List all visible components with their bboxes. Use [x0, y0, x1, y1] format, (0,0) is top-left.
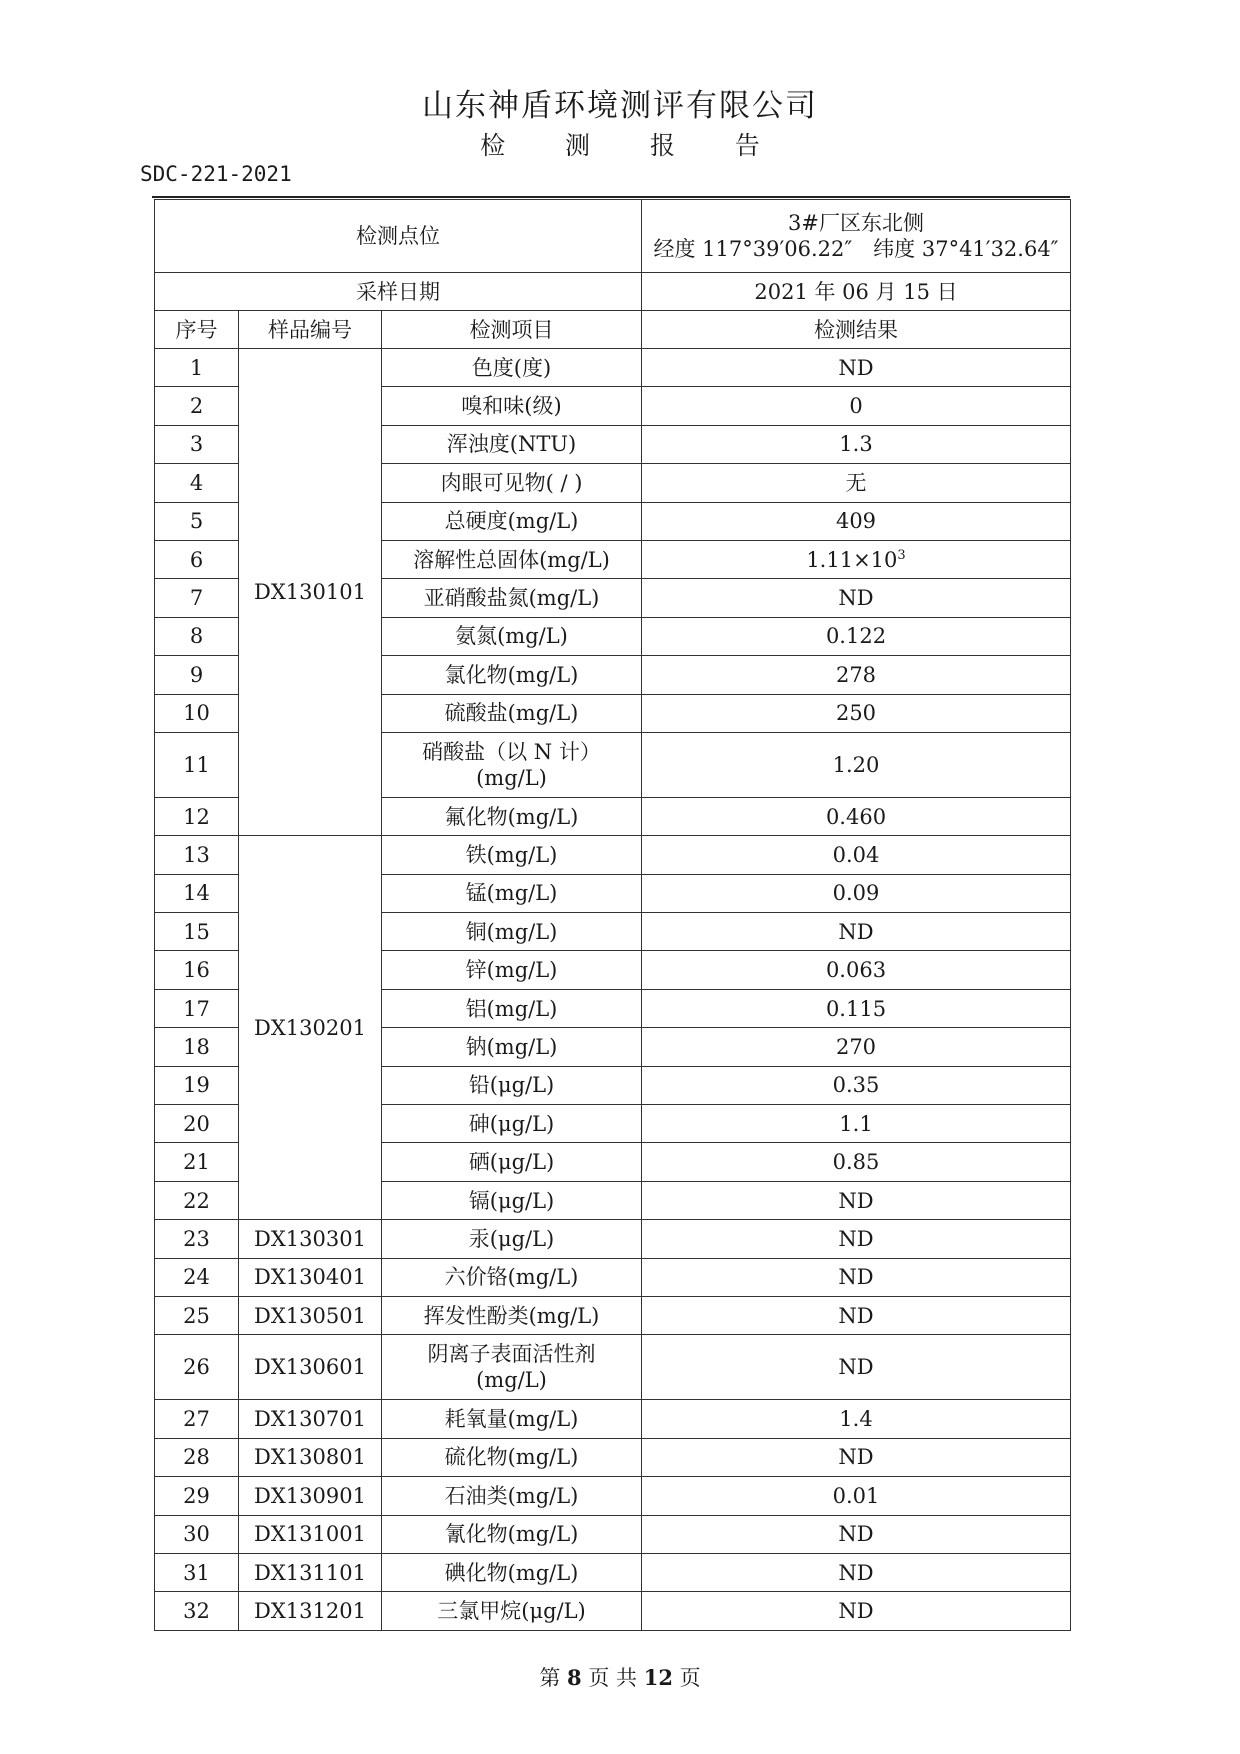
test-item-name: 挥发性酚类(mg/L) [423, 1303, 600, 1328]
row-number: 21 [155, 1143, 239, 1181]
test-item [382, 1143, 642, 1181]
table-row [155, 1553, 1071, 1591]
test-item-name: 钠(mg/L) [465, 1034, 558, 1059]
test-result [642, 540, 1071, 578]
test-result-value: 1.1 [839, 1111, 873, 1136]
test-item [382, 1477, 642, 1515]
location-name: 3#厂区东北侧 [788, 211, 924, 235]
row-number: 6 [155, 540, 239, 578]
test-item-name: 六价铬(mg/L) [444, 1265, 579, 1290]
test-result-value: ND [838, 1265, 874, 1290]
test-result [642, 1258, 1071, 1296]
test-item [382, 1258, 642, 1296]
test-result-value: 270 [835, 1034, 877, 1059]
test-item-name: 阴离子表面活性剂 [427, 1342, 596, 1367]
test-item-name: 硫化物(mg/L) [444, 1445, 579, 1470]
test-item-name: 氟化物(mg/L) [444, 804, 579, 829]
test-result-value: 0.35 [832, 1073, 880, 1098]
test-item-name: 氨氮(mg/L) [455, 624, 568, 649]
row-number: 27 [155, 1400, 239, 1438]
test-result-value: ND [838, 1445, 874, 1470]
document-number: SDC-221-2021 [140, 162, 292, 186]
row-number: 3 [155, 425, 239, 463]
test-item [382, 951, 642, 989]
footer-page-number: 8 [567, 1665, 582, 1690]
row-number: 4 [155, 464, 239, 502]
row-number: 29 [155, 1477, 239, 1515]
test-result-value: 0.115 [825, 996, 887, 1021]
table-row [155, 1438, 1071, 1476]
test-item [382, 1181, 642, 1219]
sample-number: DX130301 [239, 1220, 382, 1258]
test-item [382, 1438, 642, 1476]
test-result-value: 1.11×10 [806, 547, 898, 572]
test-item [382, 694, 642, 732]
row-number: 1 [155, 349, 239, 387]
test-result-value: 1.4 [839, 1407, 873, 1432]
sample-number: DX130101 [239, 349, 382, 836]
row-number: 18 [155, 1028, 239, 1066]
footer-prefix: 第 [539, 1666, 561, 1690]
row-number: 24 [155, 1258, 239, 1296]
row-number: 15 [155, 913, 239, 951]
test-result-exponent: 3 [897, 547, 906, 563]
test-result-value: ND [838, 919, 874, 944]
test-result [642, 874, 1071, 912]
test-result-value: 0.09 [832, 881, 880, 906]
table-row [155, 1400, 1071, 1438]
test-item [382, 1553, 642, 1591]
test-item [382, 836, 642, 874]
test-item [382, 1066, 642, 1104]
test-item-name: 汞(μg/L) [468, 1226, 555, 1251]
test-item [382, 387, 642, 425]
test-item-name: 色度(度) [471, 355, 552, 380]
sample-number: DX130701 [239, 1400, 382, 1438]
test-result [642, 617, 1071, 655]
row-number: 8 [155, 617, 239, 655]
test-result-value: 0.85 [832, 1150, 880, 1175]
row-number: 32 [155, 1592, 239, 1630]
test-item [382, 797, 642, 835]
location-label: 检测点位 [155, 200, 642, 273]
test-result-value: 无 [845, 470, 867, 495]
test-result [642, 1028, 1071, 1066]
sample-number: DX130901 [239, 1477, 382, 1515]
test-item-unit: (mg/L) [476, 765, 547, 790]
table-row [155, 1515, 1071, 1553]
date-row [155, 273, 1071, 311]
test-result [642, 913, 1071, 951]
footer-suffix: 页 [679, 1666, 701, 1690]
row-number: 23 [155, 1220, 239, 1258]
test-result [642, 1400, 1071, 1438]
test-result-value: ND [838, 1560, 874, 1585]
sample-number: DX131101 [239, 1553, 382, 1591]
test-result [642, 1592, 1071, 1630]
test-result-value: ND [838, 1355, 874, 1380]
test-result [642, 836, 1071, 874]
test-item-name: 砷(μg/L) [468, 1111, 555, 1136]
test-result [642, 1296, 1071, 1334]
page-footer [0, 1662, 1240, 1692]
date-label: 采样日期 [155, 273, 642, 311]
test-item [382, 1028, 642, 1066]
test-result [642, 1477, 1071, 1515]
table-row [155, 836, 1071, 874]
row-number: 2 [155, 387, 239, 425]
sample-number: DX130601 [239, 1335, 382, 1400]
footer-total-pages: 12 [643, 1665, 673, 1690]
test-item [382, 1515, 642, 1553]
test-result [642, 656, 1071, 694]
test-item [382, 874, 642, 912]
report-title: 检 测 报 告 [480, 131, 786, 160]
row-number: 13 [155, 836, 239, 874]
test-result-value: ND [838, 586, 874, 611]
results-table [154, 199, 1071, 1631]
row-number: 7 [155, 579, 239, 617]
test-item-name: 氯化物(mg/L) [444, 662, 579, 687]
column-header-no: 序号 [155, 311, 239, 349]
test-result [642, 989, 1071, 1027]
test-item [382, 540, 642, 578]
row-number: 16 [155, 951, 239, 989]
location-value [642, 200, 1071, 273]
column-header-row [155, 311, 1071, 349]
test-result-value: ND [838, 1303, 874, 1328]
table-row [155, 1335, 1071, 1400]
table-row [155, 1477, 1071, 1515]
test-item [382, 1335, 642, 1400]
test-result-value: 0.122 [825, 624, 887, 649]
test-result-value: ND [838, 1226, 874, 1251]
test-item [382, 913, 642, 951]
test-item-name: 硝酸盐（以 N 计） [422, 739, 601, 764]
location-coordinates: 经度 117°39′06.22″ 纬度 37°41′32.64″ [653, 237, 1059, 261]
test-item [382, 464, 642, 502]
test-item [382, 502, 642, 540]
test-item [382, 732, 642, 797]
sample-number: DX130501 [239, 1296, 382, 1334]
header-rule [152, 196, 1070, 198]
test-result [642, 425, 1071, 463]
test-item [382, 579, 642, 617]
location-row [155, 200, 1071, 273]
test-result [642, 1181, 1071, 1219]
row-number: 14 [155, 874, 239, 912]
test-result [642, 1066, 1071, 1104]
test-item-name: 三氯甲烷(μg/L) [437, 1599, 586, 1624]
test-item [382, 1296, 642, 1334]
row-number: 30 [155, 1515, 239, 1553]
date-value: 2021 年 06 月 15 日 [642, 273, 1071, 311]
test-result-value: ND [838, 355, 874, 380]
sample-number: DX130801 [239, 1438, 382, 1476]
test-item-name: 石油类(mg/L) [444, 1483, 579, 1508]
test-item [382, 425, 642, 463]
footer-middle: 页 共 [588, 1666, 638, 1690]
row-number: 9 [155, 656, 239, 694]
row-number: 5 [155, 502, 239, 540]
table-row [155, 1258, 1071, 1296]
test-item-name: 锌(mg/L) [465, 958, 558, 983]
test-result [642, 579, 1071, 617]
test-result [642, 732, 1071, 797]
test-item-name: 氰化物(mg/L) [444, 1522, 579, 1547]
table-row [155, 1296, 1071, 1334]
test-item-name: 溶解性总固体(mg/L) [413, 547, 610, 572]
test-item-name: 镉(μg/L) [468, 1188, 555, 1213]
test-item-name: 铁(mg/L) [465, 842, 558, 867]
test-item-name: 铝(mg/L) [465, 996, 558, 1021]
row-number: 11 [155, 732, 239, 797]
test-item [382, 1400, 642, 1438]
table-row [155, 1592, 1071, 1630]
test-result-value: 250 [835, 701, 877, 726]
test-item-name: 锰(mg/L) [465, 881, 558, 906]
test-result [642, 1220, 1071, 1258]
test-result [642, 1143, 1071, 1181]
test-result-value: 278 [835, 662, 877, 687]
test-item-unit: (mg/L) [476, 1368, 547, 1393]
test-item-name: 硒(μg/L) [468, 1150, 555, 1175]
test-result-value: 1.3 [839, 432, 873, 457]
test-result-value: 409 [835, 509, 877, 534]
test-item-name: 铜(mg/L) [465, 919, 558, 944]
test-result [642, 1553, 1071, 1591]
row-number: 28 [155, 1438, 239, 1476]
test-result [642, 1515, 1071, 1553]
row-number: 25 [155, 1296, 239, 1334]
test-item-name: 铅(μg/L) [468, 1073, 555, 1098]
test-item [382, 989, 642, 1027]
test-item-name: 浑浊度(NTU) [446, 432, 577, 457]
test-result-value: ND [838, 1599, 874, 1624]
test-result-value: 0.460 [825, 804, 887, 829]
test-item-name: 总硬度(mg/L) [444, 509, 579, 534]
row-number: 10 [155, 694, 239, 732]
table-row [155, 349, 1071, 387]
test-item [382, 656, 642, 694]
row-number: 26 [155, 1335, 239, 1400]
test-result [642, 951, 1071, 989]
test-item-name: 硫酸盐(mg/L) [444, 701, 579, 726]
test-result [642, 694, 1071, 732]
column-header-sample: 样品编号 [239, 311, 382, 349]
test-result-value: ND [838, 1522, 874, 1547]
test-item [382, 1220, 642, 1258]
column-header-item: 检测项目 [382, 311, 642, 349]
test-result [642, 387, 1071, 425]
test-result [642, 464, 1071, 502]
row-number: 22 [155, 1181, 239, 1219]
test-result [642, 349, 1071, 387]
sample-number: DX130401 [239, 1258, 382, 1296]
row-number: 17 [155, 989, 239, 1027]
column-header-result: 检测结果 [642, 311, 1071, 349]
test-result [642, 1438, 1071, 1476]
test-result-value: 1.20 [832, 752, 880, 777]
test-result-value: 0.04 [832, 842, 880, 867]
test-item [382, 1105, 642, 1143]
sample-number: DX131201 [239, 1592, 382, 1630]
table-row [155, 1220, 1071, 1258]
sample-number: DX131001 [239, 1515, 382, 1553]
test-item [382, 1592, 642, 1630]
test-item-name: 耗氧量(mg/L) [444, 1407, 579, 1432]
test-result-value: 0.063 [825, 958, 887, 983]
test-item [382, 349, 642, 387]
row-number: 19 [155, 1066, 239, 1104]
company-name: 山东神盾环境测评有限公司 [422, 88, 818, 124]
row-number: 20 [155, 1105, 239, 1143]
sample-number: DX130201 [239, 836, 382, 1220]
test-result [642, 1335, 1071, 1400]
test-result [642, 502, 1071, 540]
test-result [642, 797, 1071, 835]
test-item [382, 617, 642, 655]
row-number: 31 [155, 1553, 239, 1591]
test-item-name: 肉眼可见物( / ) [440, 470, 583, 495]
test-result-value: 0.01 [832, 1483, 880, 1508]
test-item-name: 碘化物(mg/L) [444, 1560, 579, 1585]
test-result-value: ND [838, 1188, 874, 1213]
test-result-value: 0 [849, 394, 863, 419]
row-number: 12 [155, 797, 239, 835]
test-item-name: 亚硝酸盐氮(mg/L) [423, 586, 600, 611]
test-result [642, 1105, 1071, 1143]
test-item-name: 嗅和味(级) [461, 394, 562, 419]
